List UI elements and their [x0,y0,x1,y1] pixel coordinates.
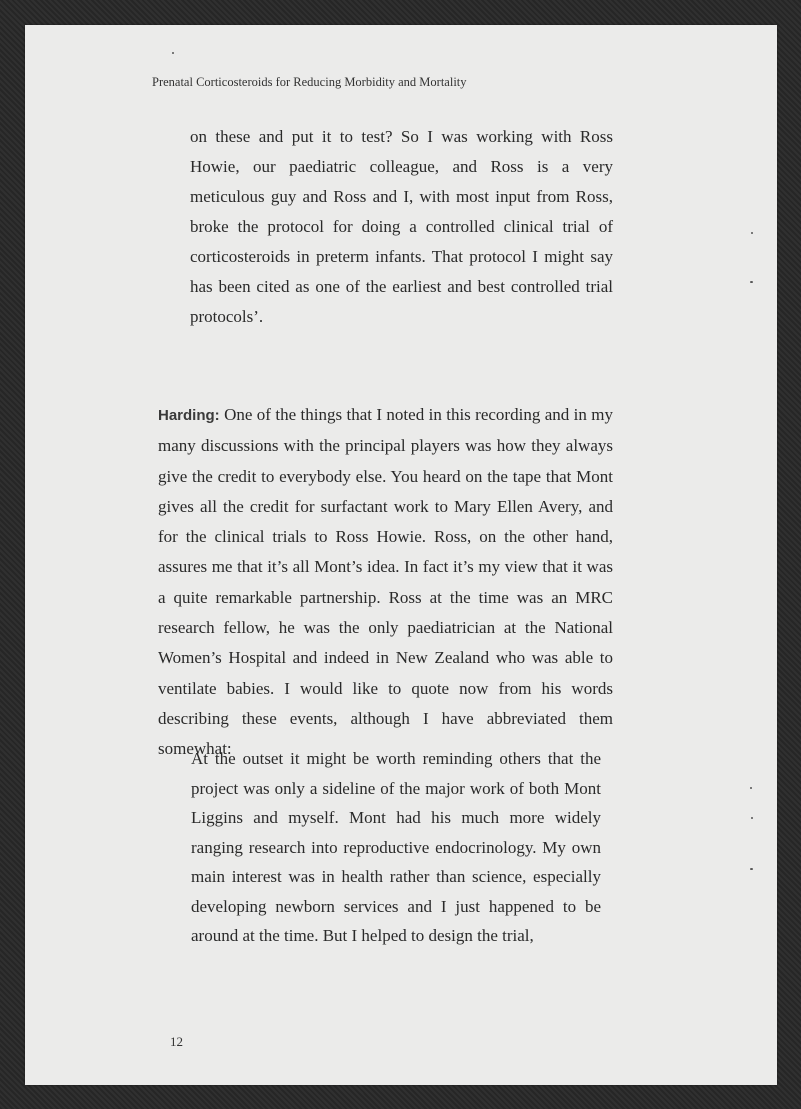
harding-paragraph [158,400,613,765]
quoted-paragraph: At the outset it might be worth reminding others that the project was only a sideline of the major work of both Mont Liggins and myself. Mont had his much more widely ranging research into reproductive endocrinology. My own main interest was in health rather than science, especially developing newborn services and I just happened to be around at the time. But I helped to design the trial, [191,749,601,945]
scan-speck [751,817,753,819]
continuation-paragraph: on these and put it to test? So I was working with Ross Howie, our paediatric colleague, and Ross is a very meticulous guy and Ross and I, with most input from Ross, broke the protocol for doing a controlled clinical trial of corticosteroids in preterm infants. That protocol I might say has been cited as one of the earliest and best controlled trial protocols’. [190,127,613,326]
scan-speck [750,787,752,789]
scan-speck [750,281,753,283]
running-head: Prenatal Corticosteroids for Reducing Morbidity and Mortality [152,75,467,89]
scan-speck [750,868,753,870]
document-page [25,25,777,1085]
speaker-label: Harding: [158,407,220,424]
scan-speck [751,232,753,234]
scan-speck [172,52,174,54]
page-number: 12 [170,1034,183,1049]
harding-text: One of the things that I noted in this recording and in my many discussions with the principal players was how they always give the credit to everybody else. You heard on the tape that Mont gives all the credit for surfactant work to Mary Ellen Avery, and for the clinical trials to Ross Howie. Ross, on the other hand, assures me that it’s all Mont’s idea. In fact it’s my view that it was a quite remarkable partnership. Ross at the time was an MRC research fellow, he was the only paediatrician at the National Women’s Hospital and indeed in New Zealand who was able to ventilate babies. I would like to quote now from his words describing these events, although I have abbreviated them somewhat: [158,405,614,759]
